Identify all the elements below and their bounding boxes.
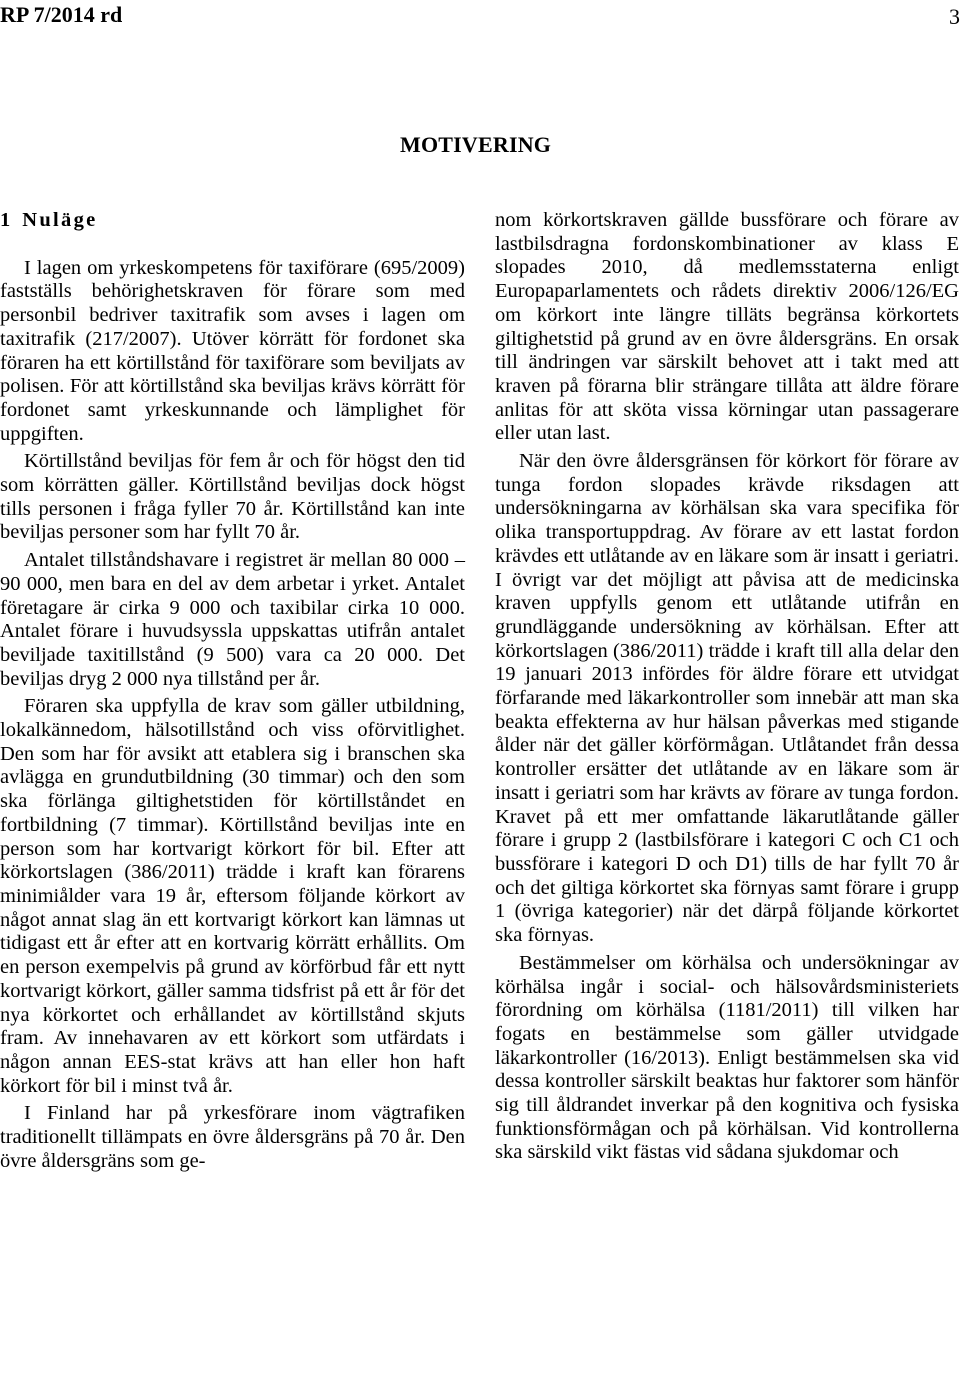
paragraph: Bestämmelser om körhälsa och undersökningar av körhälsa ingår i social- och hälsovårdsministeriets förordning om körhälsa (1181/2011) till vilken har fogats en bestämmelse som gäller utvidgade läkarkontroller (16/2013). Enligt bestämmelsen ska vid dessa kontroller särskilt beaktas hur faktorer som hänför sig till åldrandet inverkar på den kognitiva och fysiska funktionsförmågan och på körhälsan. Vid kontrollerna ska särskild vikt fästas vid sådana sjukdomar och	[495, 951, 959, 1164]
paragraph: I Finland har på yrkesförare inom vägtrafiken traditionellt tillämpats en övre åldersgräns på 70 år. Den övre åldersgräns som ge-	[0, 1102, 465, 1172]
right-column	[495, 209, 959, 1169]
section-heading-number: 1	[0, 209, 11, 231]
left-column	[0, 209, 465, 1177]
paragraph: Körtillstånd beviljas för fem år och för högst den tid som körrätten gäller. Körtillstånd beviljas dock högst tills personen i fråga fyller 70 år. Körtillstånd kan inte beviljas personer som har fyllt 70 år.	[0, 450, 465, 544]
page-number: 3	[949, 4, 960, 29]
paragraph: Föraren ska uppfylla de krav som gäller utbildning, lokalkännedom, hälsotillstånd och viss oförvitlighet. Den som har för avsikt att etablera sig i branschen ska avlägga en grundutbildning (30 timmar) och den som ska förlänga giltighetstiden för körtillståndet en fortbildning (7 timmar). Körtillstånd beviljas inte en person som har kortvarigt körkort för bil. Efter att körkortslagen (386/2011) trädde i kraft kan förarens minimiålder vara 19 år, eftersom följande körkort av något annat slag än ett kortvarigt körkort kan lämnas ut tidigast ett år efter att en kortvarig körrätt erhållits. Om en person exempelvis på grund av körförbud får ett nytt kortvarigt körkort, gäller samma tidsfrist på ett år för det nya körkortet och erhållandet av körtillstånd skjuts fram. Av innehavaren av ett körkort som utfärdats i någon annan EES-stat krävs att han eller hon haft körkort för bil i minst två år.	[0, 695, 465, 1097]
section-heading-text: Nuläge	[22, 209, 98, 231]
paragraph: I lagen om yrkeskompetens för taxiförare (695/2009) fastställs behörighetskraven för förare som med personbil bedriver taxitrafik som avses i lagen om taxitrafik (217/2007). Utöver körrätt för fordonet ska föraren ha ett körtillstånd för taxiförare som beviljats av polisen. För att körtillstånd ska beviljas krävs körrätt för fordonet samt yrkeskunnande och lämplighet för uppgiften.	[0, 256, 465, 445]
section-title: MOTIVERING	[400, 132, 552, 157]
section-heading	[0, 209, 465, 233]
document-reference: RP 7/2014 rd	[0, 2, 123, 27]
paragraph: Antalet tillståndshavare i registret är mellan 80 000 – 90 000, men bara en del av dem arbetar i yrket. Antalet företagare är cirka 9 000 och taxibilar cirka 10 000. Antalet förare i huvudsyssla uppskattas utifrån antalet beviljade taxitillstånd (9 500) vara ca 20 000. Det beviljas dryg 2 000 nya tillstånd per år.	[0, 549, 465, 690]
paragraph: nom körkortskraven gällde bussförare och förare av lastbilsdragna fordonskombinationer av klass E slopades 2010, då medlemsstaterna enligt Europaparlamentets och rådets direktiv 2006/126/EG om körkort inte längre tilläts begränsa körkortets giltighetstid på grund av en övre åldersgräns. En orsak till ändringen var särskilt behovet att i takt med att kraven på förarna blir strängare tillåta att äldre förare anlitas för att sköta vissa körningar utan passagerare eller utan last.	[495, 209, 959, 445]
paragraph: När den övre åldersgränsen för körkort för förare av tunga fordon slopades krävde riksdagen att undersökningarna av körhälsan ska vara specifika för olika transportuppdrag. Av förare av ett lastat fordon krävdes ett utlåtande av en läkare som är insatt i geriatri. I övrigt var det möjligt att påvisa att de medicinska kraven uppfylls genom ett utlåtande utifrån en grundläggande undersökning av körhälsan. Efter att körkortslagen (386/2011) trädde i kraft till alla delar den 19 januari 2013 infördes för äldre förare ett utvidgat förfarande med läkarkontroller som innebär att man ska beakta effekterna av hur hälsan påverkas med stigande ålder när det gäller körförmågan. Utlåtandet från dessa kontroller ersätter det utlåtande av en läkare som är insatt i geriatri som har krävts av förare av tunga fordon. Kravet på ett mer omfattande läkarutlåtande gäller förare i grupp 2 (lastbilsförare i kategori C och C1 och bussförare i kategori D och D1) tills de har fyllt 70 år och det giltiga körkortet ska förnyas samt förare i grupp 1 (övriga kategorier) när det därpå följande körkortet ska förnyas.	[495, 450, 959, 947]
